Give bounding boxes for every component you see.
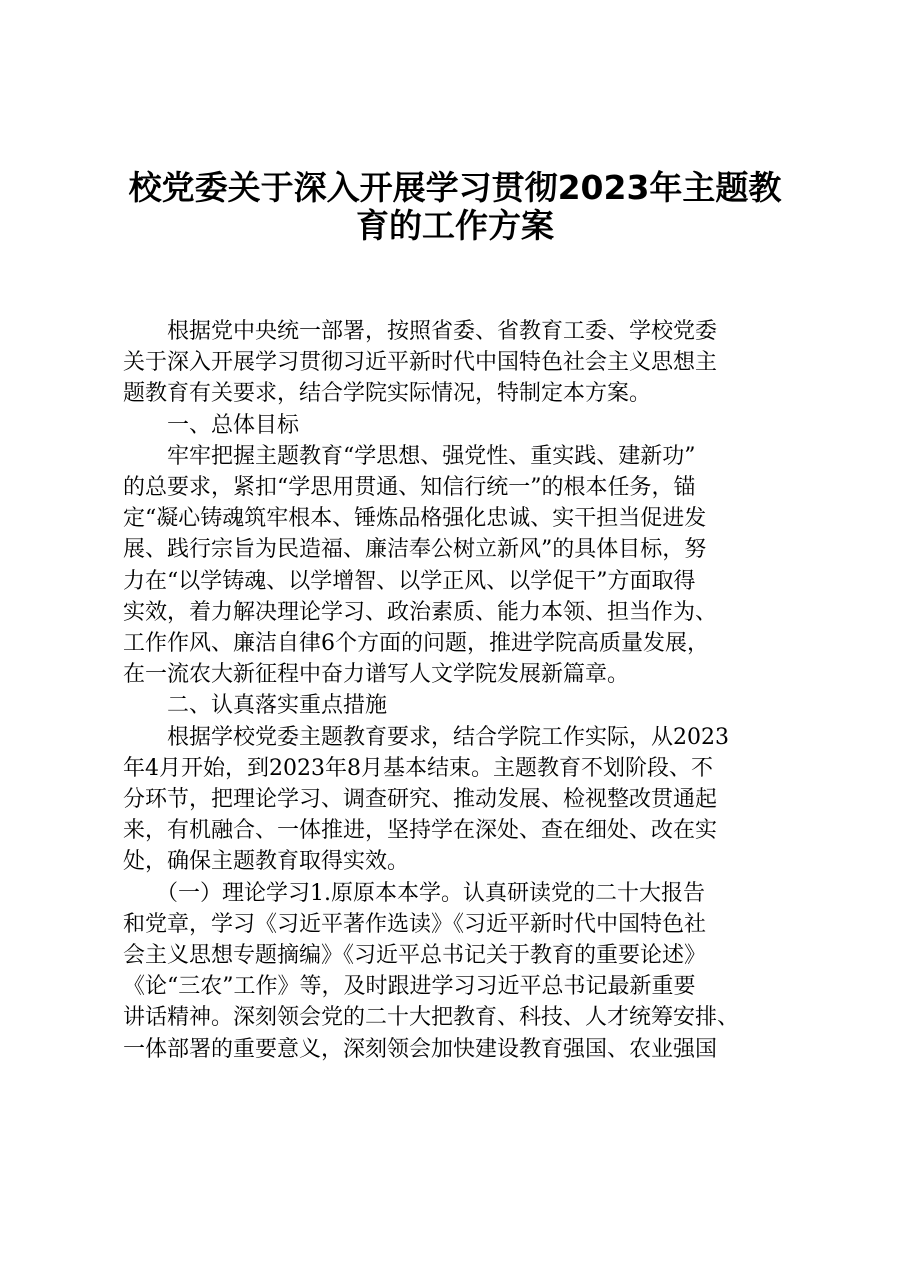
- body-line: 《论“三农”工作》等，及时跟进学习习近平总书记最新重要: [123, 974, 696, 1000]
- body-line: 实效，着力解决理论学习、政治素质、能力本领、担当作为、: [123, 599, 718, 625]
- body-line: 年4月开始，到2023年8月基本结束。主题教育不划阶段、不: [123, 755, 713, 781]
- body-line: 的总要求，紧扣“学思用贯通、知信行统一”的根本任务，锚: [123, 475, 696, 501]
- body-line: （一）理论学习1.原原本本学。认真研读党的二十大报告: [123, 880, 705, 906]
- body-line: 定“凝心铸魂筑牢根本、锤炼品格强化忠诚、实干担当促进发: [123, 506, 707, 532]
- body-line: 来，有机融合、一体推进，坚持学在深处、查在细处、改在实: [123, 818, 718, 844]
- body-line: 一体部署的重要意义，深刻领会加快建设教育强国、农业强国: [123, 1036, 718, 1062]
- document-body: [123, 316, 795, 1065]
- section-heading: 一、总体目标: [123, 412, 300, 438]
- document-title-line-1: 校党委关于深入开展学习贯彻2023年主题教: [128, 168, 782, 207]
- body-line: 和党章，学习《习近平著作选读》《习近平新时代中国特色社: [123, 911, 707, 937]
- body-line: 展、践行宗旨为民造福、廉洁奉公树立新风”的具体目标，努: [123, 537, 707, 563]
- body-line: 在一流农大新征程中奋力谱写人文学院发展新篇章。: [123, 662, 630, 688]
- body-line: 牢牢把握主题教育“学思想、强党性、重实践、建新功”: [123, 443, 696, 469]
- body-line: 处，确保主题教育取得实效。: [123, 849, 410, 875]
- body-line: 力在“以学铸魂、以学增智、以学正风、以学促干”方面取得: [123, 568, 696, 594]
- document-title-line-2: 育的工作方案: [356, 206, 554, 245]
- section-heading: 二、认真落实重点措施: [123, 693, 388, 719]
- body-line: 分环节，把理论学习、调查研究、推动发展、检视整改贯通起: [123, 787, 718, 813]
- body-line: 关于深入开展学习贯彻习近平新时代中国特色社会主义思想主: [123, 350, 718, 376]
- body-line: 根据党中央统一部署，按照省委、省教育工委、学校党委: [123, 319, 718, 344]
- body-line: 题教育有关要求，结合学院实际情况，特制定本方案。: [123, 381, 652, 407]
- body-line: 根据学校党委主题教育要求，结合学院工作实际，从2023: [123, 724, 729, 750]
- body-line: 会主义思想专题摘编》《习近平总书记关于教育的重要论述》: [123, 943, 707, 969]
- body-line: 讲话精神。深刻领会党的二十大把教育、科技、人才统筹安排、: [123, 1005, 740, 1031]
- body-line: 工作作风、廉洁自律6个方面的问题，推进学院高质量发展，: [123, 631, 709, 657]
